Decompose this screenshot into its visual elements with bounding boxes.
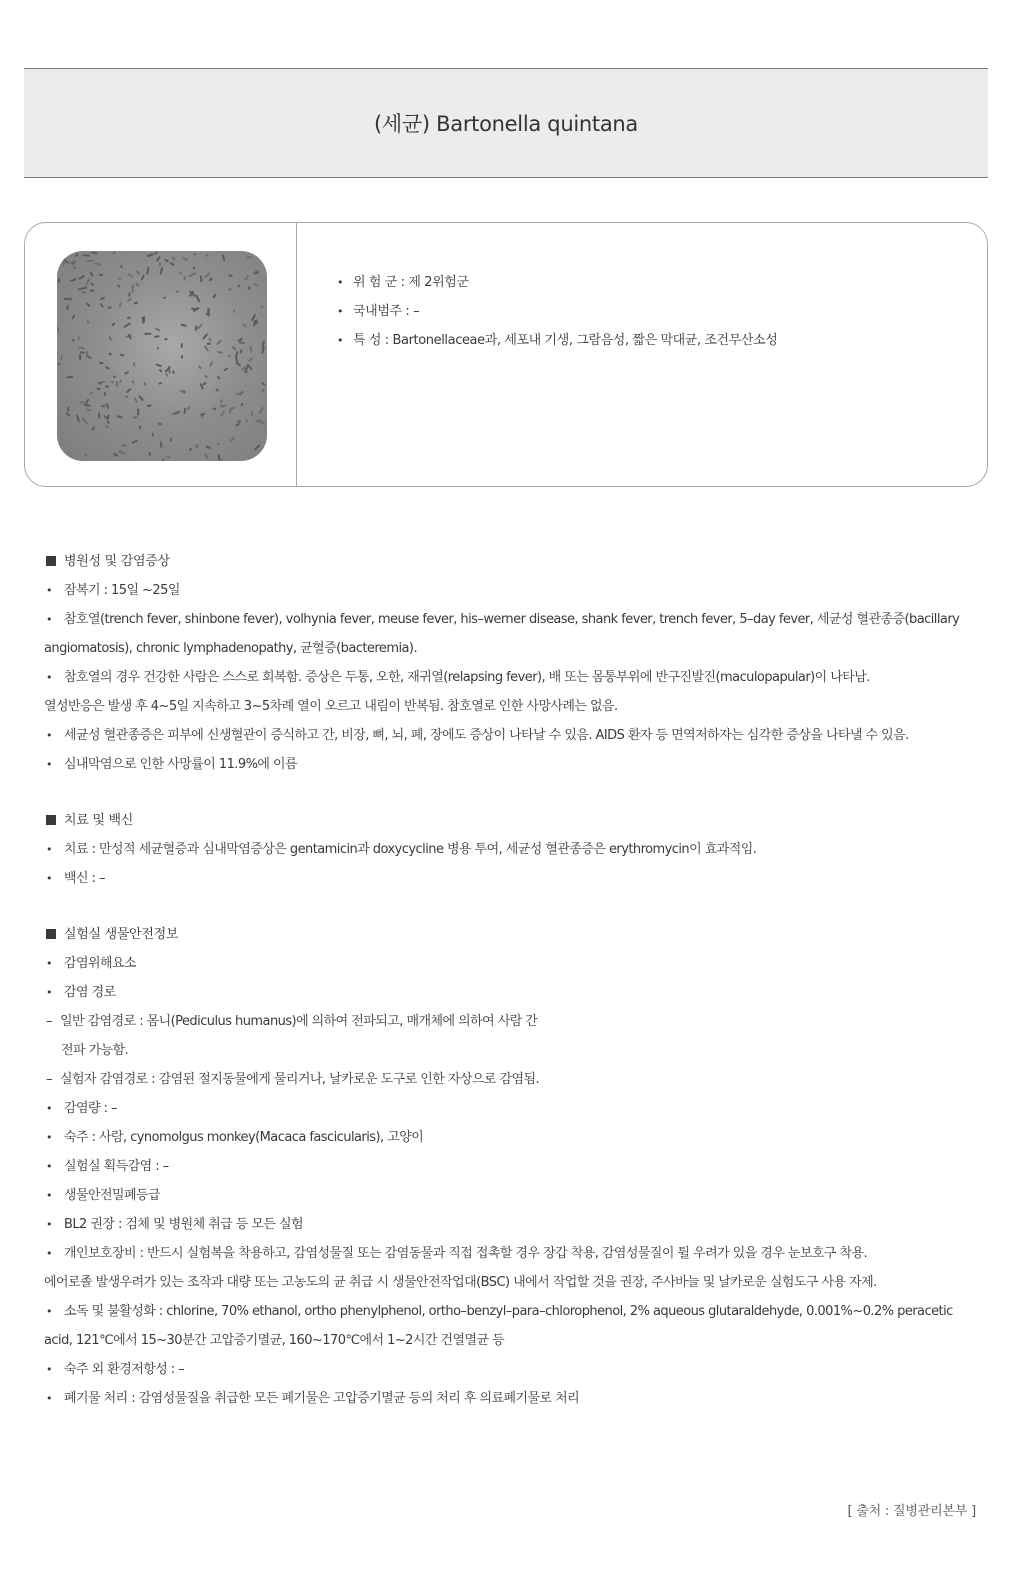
content-body: [46, 548, 986, 1413]
list-item: • 백신 : –: [46, 871, 105, 886]
list-item-continuation: 에어로졸 발생우려가 있는 조작과 대량 또는 고농도의 균 취급 시 생물안전작업대(BSC) 내에서 작업할 것을 권장, 주사바늘 및 날카로운 실험도구 사용 자제.: [44, 1275, 877, 1290]
attr-domestic-category: • 국내범주 : –: [337, 304, 420, 319]
sub-list-item-continuation: 전파 가능함.: [61, 1043, 129, 1058]
square-bullet-icon: [46, 556, 56, 566]
list-item: • 실험실 획득감염 : –: [46, 1159, 169, 1174]
list-item-continuation: acid, 121℃에서 15~30분간 고압증기멸균, 160~170℃에서 1~2시간 건열멸균 등: [44, 1333, 505, 1348]
title-band: [24, 68, 988, 178]
source-citation: [ 출처 : 질병관리본부 ]: [847, 1504, 976, 1519]
attr-characteristics: • 특 성 : Bartonellaceae과, 세포내 기생, 그람음성, 짧은 막대균, 조건무산소성: [337, 333, 778, 348]
list-item: • 세균성 혈관종증은 피부에 신생혈관이 증식하고 간, 비장, 뼈, 뇌, 폐, 장에도 증상이 나타날 수 있음. AIDS 환자 등 면역저하자는 심각한 증상을 나타낼 수 있음.: [46, 728, 909, 743]
list-item: • 개인보호장비 : 반드시 실험복을 착용하고, 감염성물질 또는 감염동물과 직접 접촉할 경우 장갑 착용, 감염성물질이 튈 우려가 있을 경우 눈보호구 착용.: [46, 1246, 868, 1261]
page-title: (세균) Bartonella quintana: [374, 112, 638, 136]
list-item: • 감염 경로: [46, 985, 116, 1000]
list-item: • BL2 권장 : 검체 및 병원체 취급 등 모든 실험: [46, 1217, 303, 1232]
list-item: • 참호열의 경우 건강한 사람은 스스로 회복함. 증상은 두통, 오한, 재귀열(relapsing fever), 배 또는 몸통부위에 반구진발진(maculopapular)이 나타남.: [46, 670, 870, 685]
list-item-continuation: 열성반응은 발생 후 4~5일 지속하고 3~5차례 열이 오르고 내림이 반복됨. 참호열로 인한 사망사례는 없음.: [44, 699, 618, 714]
list-item: • 감염량 : –: [46, 1101, 117, 1116]
list-item: • 생물안전밀폐등급: [46, 1188, 161, 1203]
list-item: • 치료 : 만성적 세균혈증과 심내막염증상은 gentamicin과 doxycycline 병용 투여, 세균성 혈관종증은 erythromycin이 효과적임.: [46, 842, 757, 857]
list-item: • 숙주 : 사람, cynomolgus monkey(Macaca fascicularis), 고양이: [46, 1130, 424, 1145]
sub-list-item: – 일반 감염경로 : 몸니(Pediculus humanus)에 의하여 전파되고, 매개체에 의하여 사람 간: [46, 1014, 538, 1029]
square-bullet-icon: [46, 929, 56, 939]
sub-list-item: – 실험자 감염경로 : 감염된 절지동물에게 물리거나, 날카로운 도구로 인한 자상으로 감염됨.: [46, 1072, 540, 1087]
section-heading-treatment: 치료 및 백신: [46, 807, 986, 835]
list-item-continuation: angiomatosis), chronic lymphadenopathy, 균혈증(bacteremia).: [44, 641, 418, 656]
section-heading-pathogenicity: 병원성 및 감염증상: [46, 548, 986, 576]
list-item: • 소독 및 불활성화 : chlorine, 70% ethanol, ortho phenylphenol, ortho–benzyl–para–chlorophenol, 2% aqueous glutaraldehyde, 0.001%~0.2% peracetic: [46, 1304, 953, 1319]
list-item: • 폐기물 처리 : 감염성물질을 취급한 모든 폐기물은 고압증기멸균 등의 처리 후 의료폐기물로 처리: [46, 1391, 580, 1406]
section-heading-biosafety: 실험실 생물안전정보: [46, 921, 986, 949]
micrograph-icon: [57, 251, 267, 461]
micrograph-image: [57, 251, 267, 461]
attribute-list: [337, 268, 777, 355]
list-item: • 잠복기 : 15일 ~25일: [46, 583, 180, 598]
square-bullet-icon: [46, 815, 56, 825]
list-item: • 감염위해요소: [46, 956, 137, 971]
list-item: • 심내막염으로 인한 사망률이 11.9%에 이름: [46, 757, 297, 772]
attr-risk-group: • 위 험 군 : 제 2위험군: [337, 275, 469, 290]
info-card: [24, 222, 988, 487]
list-item: • 숙주 외 환경저항성 : –: [46, 1362, 185, 1377]
photo-cell: [25, 223, 297, 486]
list-item: • 참호열(trench fever, shinbone fever), volhynia fever, meuse fever, his–werner disease, shank fever, trench fever, 5–day fever, 세균성 혈관종증(bacillary: [46, 612, 960, 627]
